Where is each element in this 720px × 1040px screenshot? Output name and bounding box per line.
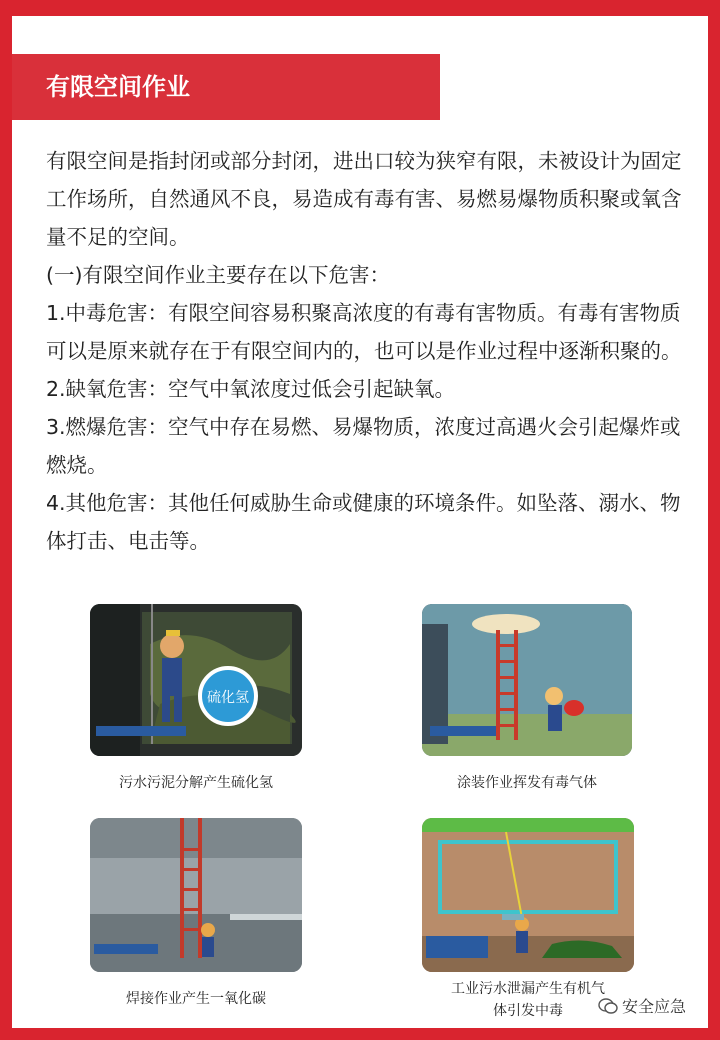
sewage-scene-illustration (90, 604, 302, 756)
content-card (12, 16, 708, 1028)
caption-sewage-h2s: 污水污泥分解产生硫化氢 (119, 775, 273, 791)
hazard-item: 1.中毒危害：有限空间容易积聚高浓度的有毒有害物质。有毒有害物质可以是原来就存在于有限空间内的，也可以是作业过程中逐渐积聚的。 (46, 301, 682, 363)
hazard-item: 2.缺氧危害：空气中氧浓度过低会引起缺氧。 (46, 377, 456, 401)
hazard-subtitle: (一)有限空间作业主要存在以下危害： (46, 263, 390, 287)
watermark (598, 994, 686, 1017)
welding-scene-illustration (90, 818, 302, 972)
caption-line: 体引发中毒 (493, 1003, 563, 1019)
illustration-industrial-leak (422, 818, 634, 972)
illustration-sewage-h2s (90, 604, 302, 756)
wechat-icon (598, 998, 618, 1014)
caption-line: 工业污水泄漏产生有机气 (451, 981, 605, 997)
caption-welding-co: 焊接作业产生一氧化碳 (126, 991, 266, 1007)
caption-painting-gas: 涂装作业挥发有毒气体 (457, 775, 597, 791)
illustration-welding-co (90, 818, 302, 972)
h2s-bubble-label: 硫化氢 (207, 690, 249, 706)
article-body (46, 142, 686, 560)
hazard-item: 3.燃爆危害：空气中存在易燃、易爆物质，浓度过高遇火会引起爆炸或燃烧。 (46, 415, 681, 477)
hazard-item: 4.其他危害：其他任何威胁生命或健康的环境条件。如坠落、溺水、物体打击、电击等。 (46, 491, 681, 553)
industrial-leak-illustration (422, 818, 634, 972)
intro-paragraph: 有限空间是指封闭或部分封闭，进出口较为狭窄有限，未被设计为固定工作场所，自然通风不良，易造成有毒有害、易燃易爆物质积聚或氧含量不足的空间。 (46, 149, 682, 249)
painting-scene-illustration (422, 604, 632, 756)
watermark-text: 安全应急 (621, 997, 686, 1016)
section-title: 有限空间作业 (12, 54, 440, 120)
illustration-painting-gas (422, 604, 632, 756)
